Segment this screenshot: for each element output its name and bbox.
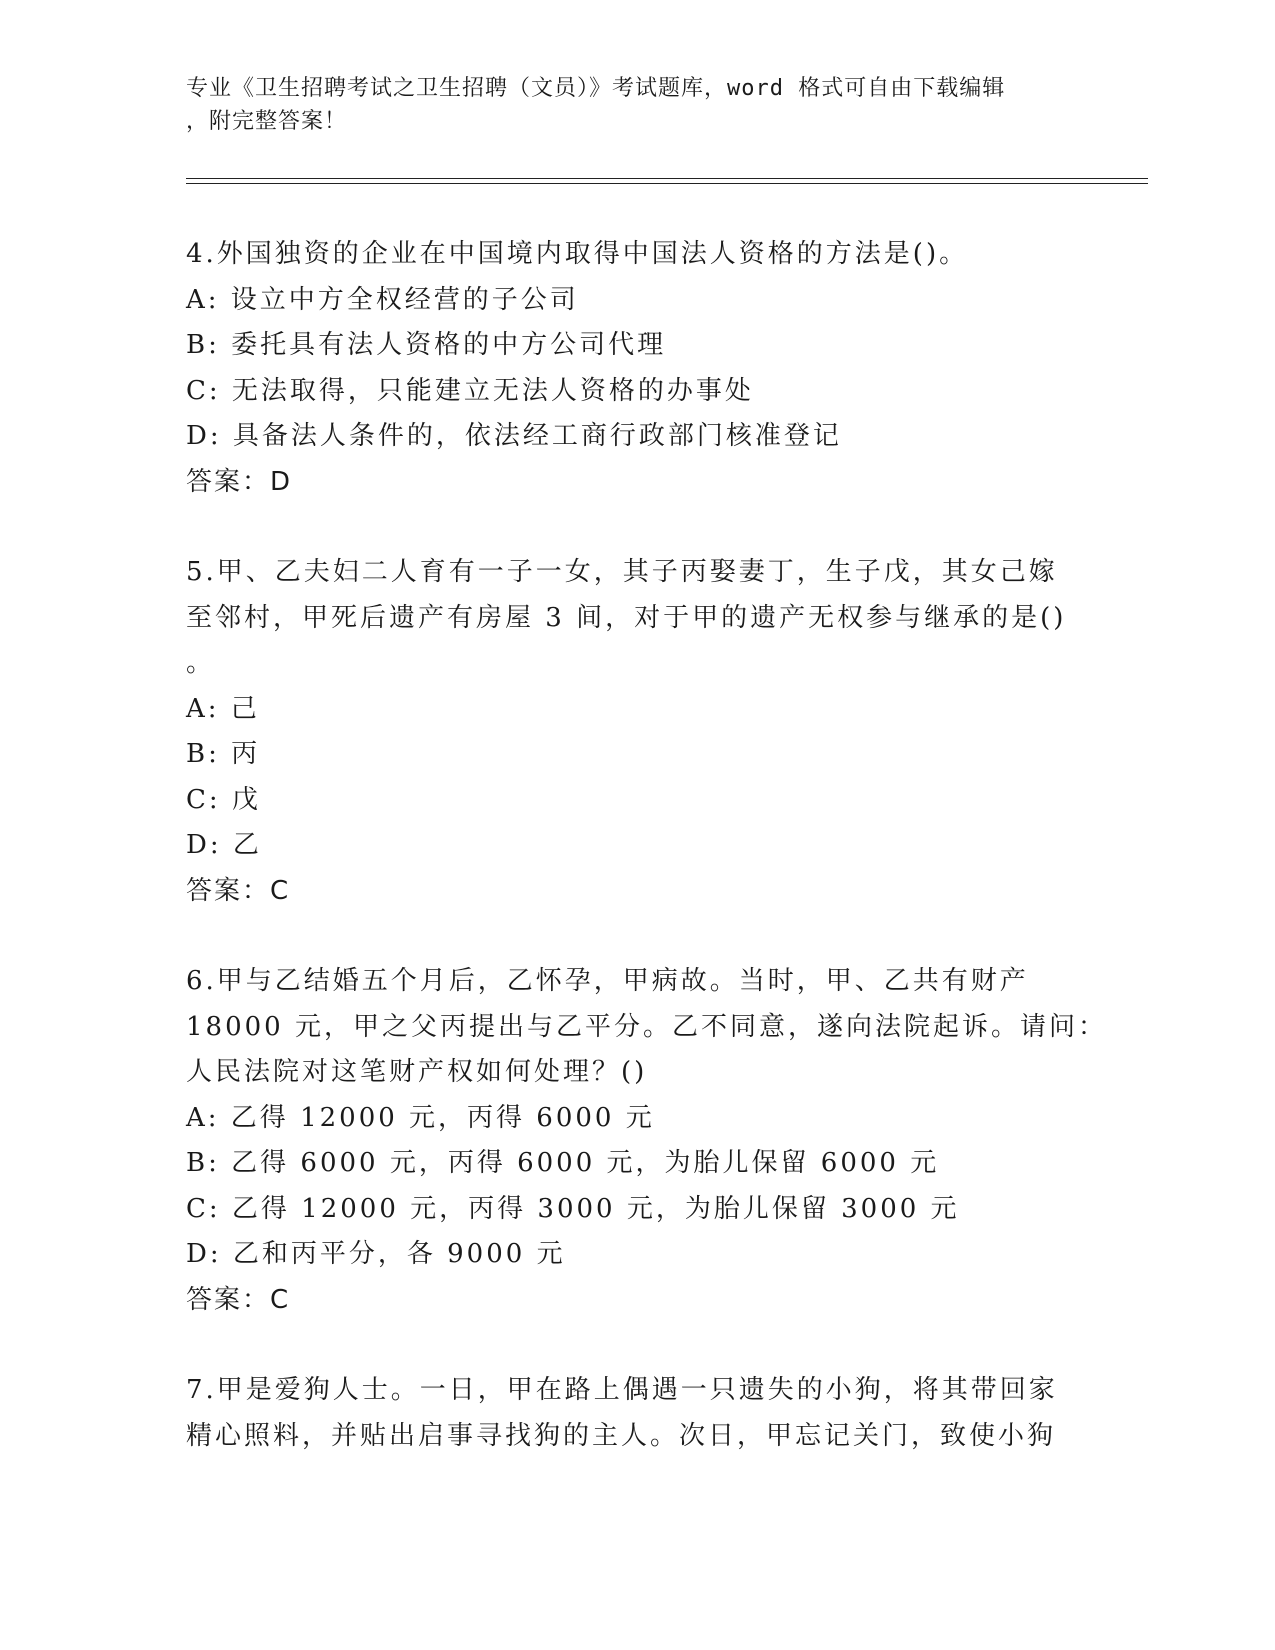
question-stem-line: 至邻村，甲死后遗产有房屋 3 间，对于甲的遗产无权参与继承的是()	[186, 602, 1067, 633]
answer-key: 答案：D	[186, 466, 293, 497]
answer-option: C: 戊	[186, 784, 261, 815]
answer-key: 答案：C	[186, 1284, 291, 1315]
answer-option: B: 委托具有法人资格的中方公司代理	[186, 330, 667, 360]
header-divider-bottom	[186, 183, 1148, 184]
answer-option: B: 丙	[186, 739, 261, 769]
answer-option: A: 设立中方全权经营的子公司	[186, 284, 579, 315]
answer-option: C: 无法取得，只能建立无法人资格的办事处	[186, 375, 754, 406]
answer-option: D: 具备法人条件的，依法经工商行政部门核准登记	[186, 421, 842, 451]
answer-option: A: 乙得 12000 元，丙得 6000 元	[186, 1102, 655, 1133]
question-block	[186, 1368, 1066, 1459]
document-header	[186, 72, 1086, 138]
header-line-1: 专业《卫生招聘考试之卫生招聘（文员）》考试题库，word 格式可自由下载编辑	[186, 76, 1006, 101]
answer-option: D: 乙和丙平分，各 9000 元	[186, 1239, 566, 1269]
question-stem-line: 18000 元，甲之父丙提出与乙平分。乙不同意，遂向法院起诉。请问：	[186, 1011, 1107, 1042]
question-stem-line: 人民法院对这笔财产权如何处理？()	[186, 1057, 648, 1087]
header-line-2: ，附完整答案！	[186, 109, 348, 134]
question-stem-line: 精心照料，并贴出启事寻找狗的主人。次日，甲忘记关门，致使小狗	[186, 1420, 1057, 1451]
answer-option: A: 己	[186, 693, 260, 724]
question-stem-line: 6.甲与乙结婚五个月后，乙怀孕，甲病故。当时，甲、乙共有财产	[186, 966, 1029, 996]
question-stem-line: 7.甲是爱狗人士。一日，甲在路上偶遇一只遗失的小狗，将其带回家	[186, 1375, 1058, 1405]
answer-key: 答案：C	[186, 875, 291, 906]
question-stem-line: 。	[186, 648, 216, 678]
question-block	[186, 959, 1107, 1323]
header-divider-top	[186, 178, 1148, 179]
question-stem-line: 5.甲、乙夫妇二人育有一子一女，其子丙娶妻丁，生子戊，其女己嫁	[186, 557, 1058, 587]
question-stem-line: 4.外国独资的企业在中国境内取得中国法人资格的方法是()。	[186, 239, 969, 269]
question-list	[186, 232, 1107, 1504]
question-block	[186, 232, 1066, 505]
question-block	[186, 550, 1066, 914]
answer-option: B: 乙得 6000 元，丙得 6000 元，为胎儿保留 6000 元	[186, 1148, 940, 1178]
answer-option: D: 乙	[186, 830, 262, 860]
answer-option: C: 乙得 12000 元，丙得 3000 元，为胎儿保留 3000 元	[186, 1193, 960, 1224]
